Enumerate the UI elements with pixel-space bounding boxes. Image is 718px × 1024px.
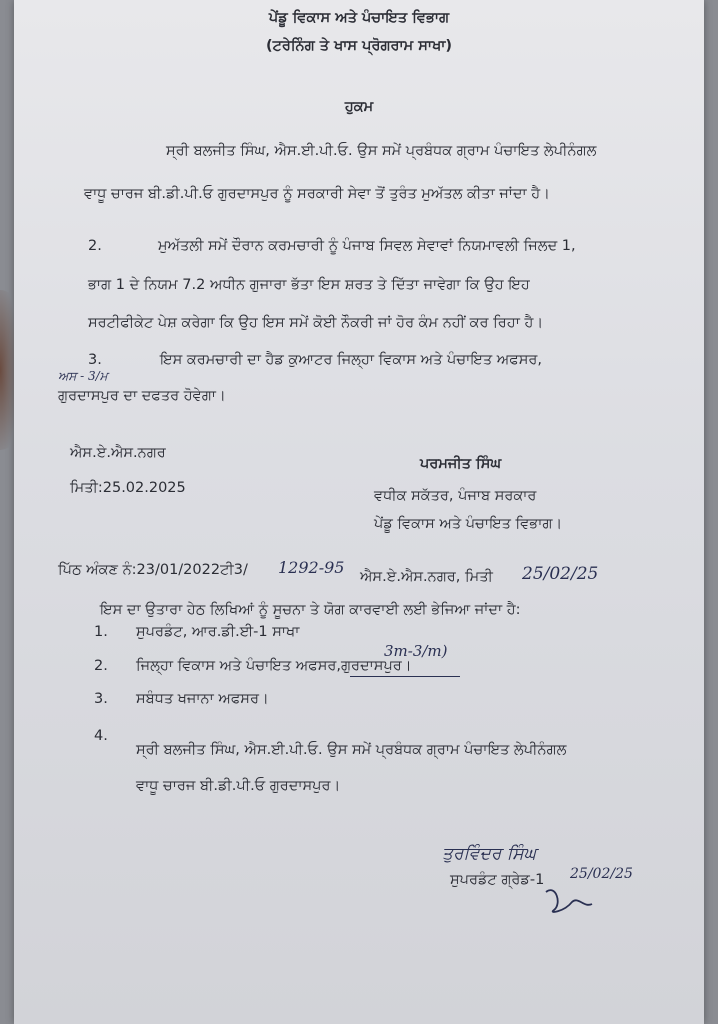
signatory-department: ਪੇਂਡੂ ਵਿਕਾਸ ਅਤੇ ਪੰਚਾਇਤ ਵਿਭਾਗ।	[374, 516, 563, 532]
list-item-4-line1: ਸ੍ਰੀ ਬਲਜੀਤ ਸਿੰਘ, ਐਸ.ਈ.ਪੀ.ਓ. ਉਸ ਸਮੇਂ ਪ੍ਰਬੰਧਕ ਗ੍ਰਾਮ ਪੰਚਾਇਤ ਲੇਪੀਨੰਗਲ	[136, 742, 567, 758]
para3-line1: ਇਸ ਕਰਮਚਾਰੀ ਦਾ ਹੈਡ ਕੁਆਟਰ ਜਿਲ੍ਹਾ ਵਿਕਾਸ ਅਤੇ ਪੰਚਾਇਤ ਅਫਸਰ,	[160, 352, 542, 368]
list-item-1-number: 1.	[94, 624, 108, 640]
branch-heading: (ਟਰੇਨਿੰਗ ਤੇ ਖਾਸ ਪ੍ਰੋਗਰਾਮ ਸਾਖਾ)	[265, 38, 453, 54]
para1-line2: ਵਾਧੂ ਚਾਰਜ ਬੀ.ਡੀ.ਪੀ.ਓ ਗੁਰਦਾਸਪੁਰ ਨੂੰ ਸਰਕਾਰੀ ਸੇਵਾ ਤੋਂ ਤੁਰੰਤ ਮੁਅੱਤਲ ਕੀਤਾ ਜਾਂਦਾ ਹੈ।	[84, 186, 550, 202]
document-page	[14, 0, 704, 1024]
endorsement-intro: ਇਸ ਦਾ ਉਤਾਰਾ ਹੇਠ ਲਿਖਿਆਂ ਨੂੰ ਸੂਚਨਾ ਤੇ ਯੋਗ ਕਾਰਵਾਈ ਲਈ ਭੇਜਿਆ ਜਾਂਦਾ ਹੈ:	[100, 602, 521, 618]
para2-number: 2.	[88, 238, 102, 254]
endorsement-handwritten-date: 25/02/25	[522, 564, 599, 584]
signatory-designation: ਵਧੀਕ ਸਕੱਤਰ, ਪੰਜਾਬ ਸਰਕਾਰ	[374, 488, 537, 504]
para3-handwritten-note: ਅਸ - 3/ਮ	[58, 369, 108, 383]
order-title: ਹੁਕਮ	[344, 99, 374, 115]
endorsement-place: ਐਸ.ਏ.ਐਸ.ਨਗਰ, ਮਿਤੀ	[360, 569, 493, 585]
para3-number: 3.	[88, 352, 102, 368]
superintendent-handwritten-date: 25/02/25	[570, 866, 633, 882]
para2-line3: ਸਰਟੀਫੀਕੇਟ ਪੇਸ਼ ਕਰੇਗਾ ਕਿ ਉਹ ਇਸ ਸਮੇਂ ਕੋਈ ਨੌਕਰੀ ਜਾਂ ਹੋਰ ਕੰਮ ਨਹੀਂ ਕਰ ਰਿਹਾ ਹੈ।	[88, 315, 544, 331]
list-item-4-line2: ਵਾਧੂ ਚਾਰਜ ਬੀ.ਡੀ.ਪੀ.ਓ ਗੁਰਦਾਸਪੁਰ।	[136, 778, 341, 794]
para3-line2: ਗੁਰਦਾਸਪੁਰ ਦਾ ਦਫਤਰ ਹੋਵੇਗਾ।	[58, 388, 226, 404]
list-item-3: ਸਬੰਧਤ ਖਜਾਨਾ ਅਫਸਰ।	[136, 691, 269, 707]
superintendent-handwritten-signature: ਤੁਰਵਿੰਦਰ ਸਿੰਘ	[442, 844, 537, 864]
endorsement-ref-handwritten: 1292-95	[278, 558, 345, 577]
list-item-4-number: 4.	[94, 728, 108, 744]
signatory-name: ਪਰਮਜੀਤ ਸਿੰਘ	[420, 456, 502, 472]
list-item-1: ਸੁਪਰਡੰਟ, ਆਰ.ਡੀ.ਈ-1 ਸਾਖਾ	[136, 624, 300, 640]
para2-line1: ਮੁਅੱਤਲੀ ਸਮੇਂ ਦੌਰਾਨ ਕਰਮਚਾਰੀ ਨੂੰ ਪੰਜਾਬ ਸਿਵਲ ਸੇਵਾਵਾਂ ਨਿਯਮਾਵਲੀ ਜਿਲਦ 1,	[158, 238, 576, 254]
signature-scribble-mark	[542, 882, 612, 916]
para2-line2: ਭਾਗ 1 ਦੇ ਨਿਯਮ 7.2 ਅਧੀਨ ਗੁਜਾਰਾ ਭੱਤਾ ਇਸ ਸ਼ਰਤ ਤੇ ਦਿੱਤਾ ਜਾਵੇਗਾ ਕਿ ਉਹ ਇਹ	[88, 277, 530, 293]
department-heading: ਪੇਂਡੂ ਵਿਕਾਸ ਅਤੇ ਪੰਚਾਇਤ ਵਿਭਾਗ	[268, 10, 450, 26]
para1-line1: ਸ੍ਰੀ ਬਲਜੀਤ ਸਿੰਘ, ਐਸ.ਈ.ਪੀ.ਓ. ਉਸ ਸਮੇਂ ਪ੍ਰਬੰਧਕ ਗ੍ਰਾਮ ਪੰਚਾਇਤ ਲੇਪੀਨੰਗਲ	[166, 143, 597, 159]
handwritten-underline	[350, 676, 460, 677]
list-item-2-number: 2.	[94, 658, 108, 674]
list-item-3-number: 3.	[94, 691, 108, 707]
endorsement-ref-number: ਪਿੱਠ ਅੰਕਣ ਨੰ:23/01/2022ਟੀ3/	[58, 562, 248, 578]
list-item-2-handwritten-note: 3m-3/m)	[384, 642, 448, 660]
list-item-2: ਜਿਲ੍ਹਾ ਵਿਕਾਸ ਅਤੇ ਪੰਚਾਇਤ ਅਫਸਰ,ਗੁਰਦਾਸਪੁਰ।	[136, 658, 412, 674]
issue-date: ਮਿਤੀ:25.02.2025	[70, 480, 186, 496]
issue-place: ਐਸ.ਏ.ਐਸ.ਨਗਰ	[70, 445, 166, 461]
superintendent-title: ਸੁਪਰਡੰਟ ਗ੍ਰੇਡ-1	[450, 872, 545, 888]
